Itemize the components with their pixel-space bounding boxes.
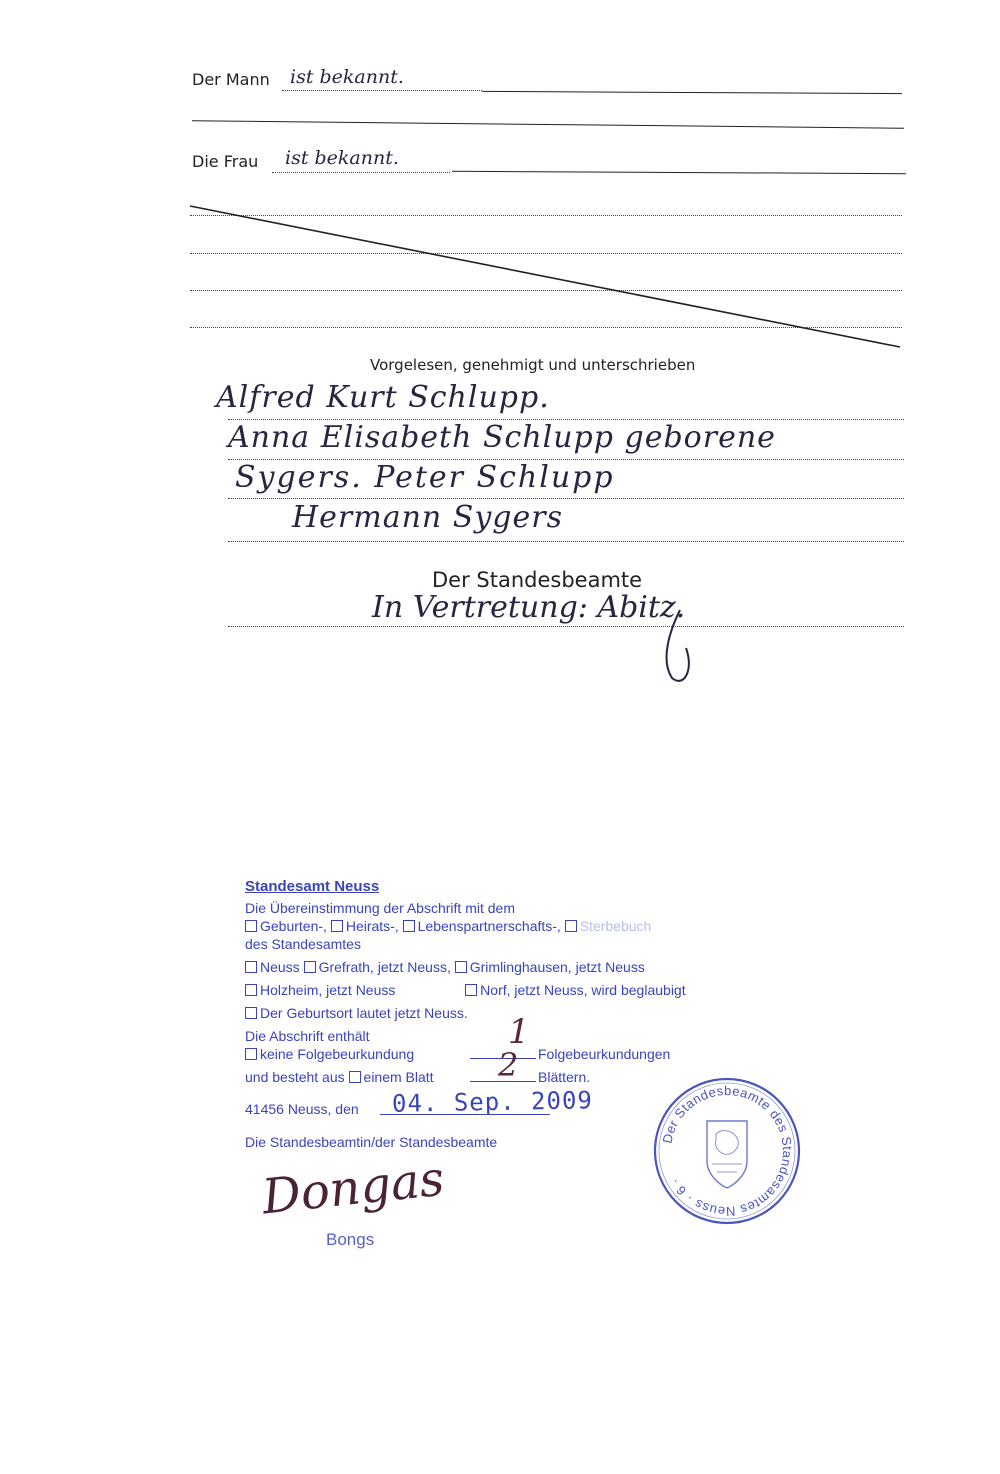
checkbox-holzheim [245, 984, 257, 996]
signature-3: Sygers. Peter Schlupp [235, 460, 615, 495]
stamp-line6: Der Geburtsort lautet jetzt Neuss. [245, 1002, 468, 1024]
frau-value: ist bekannt. [285, 147, 399, 169]
registrar-signature: In Vertretung: Abitz. [372, 590, 686, 625]
official-seal [652, 1076, 802, 1226]
folge-count: 1 [508, 1012, 530, 1052]
stamp-line5: Holzheim, jetzt Neuss Norf, jetzt Neuss, wird beglaubigt [245, 979, 686, 1001]
stamp-line9: und besteht aus einem Blatt [245, 1069, 434, 1085]
stamp-line8: keine Folgebeurkundung [245, 1043, 414, 1065]
svg-text:Der Standesbeamte des Standesa: Der Standesbeamte des Standesamtes Neuss · 6 · [659, 1082, 796, 1220]
signature-1: Alfred Kurt Schlupp. [216, 380, 550, 415]
checkbox-sterbebuch [565, 920, 577, 932]
mann-value: ist bekannt. [290, 66, 404, 88]
registrar-dotline [228, 626, 904, 627]
diagonal-strike [0, 0, 1000, 360]
stamp-line2: Geburten-, Heirats-, Lebenspartnerschafts-, Sterbebuch [245, 915, 651, 937]
stamp-line8-b: Folgebeurkundungen [538, 1046, 671, 1062]
checkbox-lebenspartnerschafts [403, 920, 415, 932]
checkbox-geburten [245, 920, 257, 932]
checkbox-heirats [331, 920, 343, 932]
checkbox-grefrath [304, 961, 316, 973]
officer-signature: Dongas [259, 1150, 447, 1226]
checkbox-geburtsort [245, 1007, 257, 1019]
checkbox-grimlinghausen [455, 961, 467, 973]
blatt-count: 2 [498, 1046, 519, 1084]
checkbox-einem-blatt [349, 1071, 361, 1083]
signature-2: Anna Elisabeth Schlupp geborene [228, 420, 776, 455]
frau-label: Die Frau [192, 152, 259, 171]
checkbox-neuss [245, 961, 257, 973]
stamp-line9-c: Blättern. [538, 1069, 591, 1085]
officer-label: Die Standesbeamtin/der Standesbeamte [245, 1134, 498, 1150]
officer-name-stamp: Bongs [326, 1230, 375, 1249]
stamp-line7: Die Abschrift enthält [245, 1028, 370, 1044]
checkbox-norf [465, 984, 477, 996]
date-stamp: 04. Sep. 2009 [391, 1086, 594, 1118]
signature-4: Hermann Sygers [292, 500, 563, 535]
read-statement: Vorgelesen, genehmigt und unterschrieben [370, 356, 696, 374]
mann-label: Der Mann [192, 70, 270, 89]
place-date-label: 41456 Neuss, den [245, 1101, 359, 1117]
seal-text-ring [652, 1076, 802, 1226]
signature-dotline-4 [228, 541, 904, 542]
stamp-line1: Die Übereinstimmung der Abschrift mit dem [245, 900, 515, 916]
stamp-office: Standesamt Neuss [245, 878, 380, 895]
checkbox-keine-folgebeurkundung [245, 1048, 257, 1060]
stamp-line4: Neuss Grefrath, jetzt Neuss, Grimlinghausen, jetzt Neuss [245, 956, 645, 978]
registrar-title: Der Standesbeamte [432, 568, 643, 592]
stamp-line3: des Standesamtes [245, 936, 361, 952]
registrar-signature-flourish [650, 600, 710, 690]
signature-dotline-3 [228, 498, 904, 499]
